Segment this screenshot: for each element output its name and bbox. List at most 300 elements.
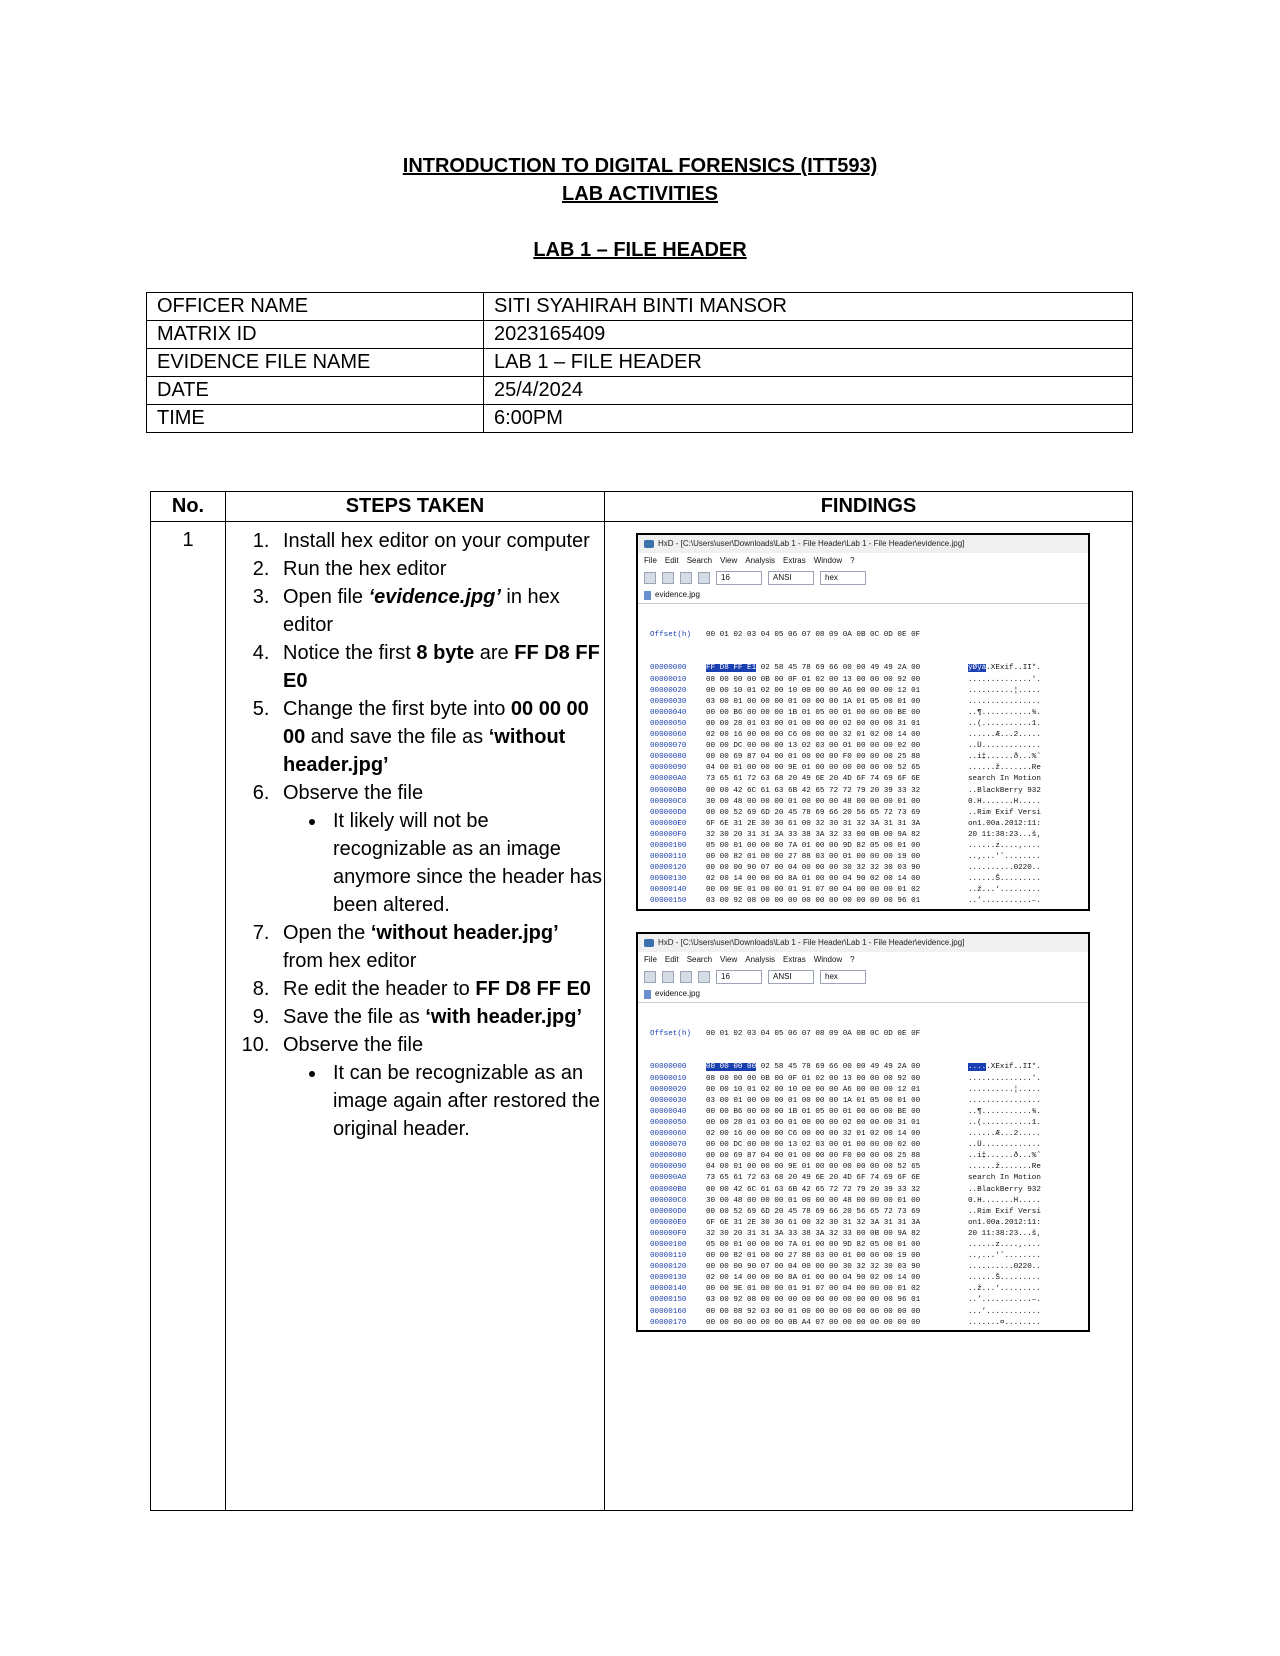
sub-item: • It can be recognizable as an image again after restored the original header. [327, 1059, 603, 1143]
hex-offset: 000000C0 [650, 797, 687, 806]
hex-ascii: ..‚...'ˆ........ [968, 1252, 1041, 1261]
hex-ascii: ......z....‚.... [968, 1240, 1041, 1249]
hex-ascii: ......Š......... [968, 1274, 1041, 1283]
hex-bytes[interactable]: 03 00 92 08 00 00 00 00 00 00 00 00 00 00 96 01 [706, 1296, 921, 1305]
hex-bytes[interactable]: 03 00 92 08 00 00 00 00 00 00 00 00 00 00 96 01 [706, 897, 921, 906]
hex-ascii: on1.00a.2012:11: [968, 1218, 1041, 1227]
hex-bytes[interactable]: 32 30 20 31 31 3A 33 38 3A 32 33 00 0B 00 9A 82 [706, 830, 921, 839]
hex-offset: 000000D0 [650, 1207, 687, 1216]
hex-ascii: ......ž.......Re [968, 764, 1041, 773]
hex-dump [638, 1003, 1088, 1332]
hex-ascii: 0.H.......H..... [968, 797, 1041, 806]
file-tab[interactable] [638, 986, 1088, 1003]
hex-row [650, 1318, 1088, 1329]
hex-bytes[interactable]: 00 00 DC 00 00 00 13 02 03 00 01 00 00 00 02 00 [706, 742, 921, 751]
step-item [275, 555, 603, 583]
info-label: DATE [147, 377, 484, 405]
hex-offset [650, 908, 706, 911]
hex-row [650, 1129, 1088, 1140]
hex-bytes[interactable]: 05 00 01 00 00 00 7A 01 00 00 9D 82 05 00 01 00 [706, 841, 921, 850]
hex-bytes[interactable]: 02 00 16 00 00 00 C6 00 00 00 32 01 02 00 14 00 [706, 1130, 921, 1139]
subtitle: LAB ACTIVITIES [562, 183, 718, 205]
hex-offset: 00000090 [650, 764, 687, 773]
hex-offset: 00000150 [650, 1296, 687, 1305]
hex-bytes[interactable]: 00 00 28 01 03 00 01 00 00 00 02 00 00 00 31 01 [706, 1118, 921, 1127]
menu-item-window[interactable]: Window [813, 556, 843, 565]
toolbar [638, 968, 1088, 986]
offset-header: Offset(h) [650, 631, 692, 640]
hex-row [650, 1307, 1088, 1318]
hex-offset: 00000130 [650, 1274, 687, 1283]
hex-row [650, 1284, 1088, 1295]
hex-row [650, 1218, 1088, 1229]
hex-offset: 000000A0 [650, 1174, 687, 1183]
hex-row [650, 686, 1088, 697]
course-title: INTRODUCTION TO DIGITAL FORENSICS (ITT593) [402, 155, 878, 177]
menu-item-view[interactable]: View [720, 955, 738, 964]
hex-ascii: ..........¦..... [968, 1085, 1041, 1094]
hex-bytes[interactable]: 03 00 01 00 00 00 01 00 00 00 1A 01 05 00 01 00 [706, 697, 921, 706]
hex-bytes[interactable]: 05 00 01 00 00 00 7A 01 00 00 9D 82 05 00 01 00 [706, 1240, 921, 1249]
hex-ascii: ..’...........–. [968, 897, 1041, 906]
step-item [275, 695, 603, 779]
hex-row [650, 819, 1088, 830]
hex-bytes[interactable] [706, 908, 968, 911]
header-bytes-highlight[interactable]: FF D8 FF E1 [706, 664, 757, 673]
hex-ascii: ..BlackBerry 932 [968, 786, 1041, 795]
hex-ascii: ...’............ [968, 1307, 1041, 1316]
step-item [275, 919, 603, 975]
hex-ascii: ..........0220.. [968, 864, 1041, 873]
file-icon [644, 990, 651, 999]
hex-ascii: ..Ü............. [968, 742, 1041, 751]
hex-ascii: ..............'. [968, 675, 1041, 684]
hex-bytes[interactable] [706, 1329, 968, 1332]
hex-ascii: ..(...........1. [968, 1118, 1041, 1127]
hex-bytes[interactable]: 02 00 16 00 00 00 C6 00 00 00 32 01 02 00 14 00 [706, 731, 921, 740]
charset-select[interactable]: ANSI [768, 970, 814, 984]
hex-offset [650, 1329, 706, 1332]
hex-bytes[interactable]: 00 00 00 00 02 58 45 78 69 66 00 00 49 49 2A 00 [706, 1063, 921, 1072]
step-text: from hex editor [283, 950, 417, 972]
info-row [147, 349, 1133, 377]
hex-offset: 00000030 [650, 697, 687, 706]
hex-offset: 00000030 [650, 1096, 687, 1105]
hex-dump [638, 604, 1088, 911]
step-text: Open the [283, 922, 371, 944]
hex-bytes[interactable]: 73 65 61 72 63 68 20 49 6E 20 4D 6F 74 69 6F 6E [706, 775, 921, 784]
hex-ascii [968, 1329, 1041, 1332]
hex-ascii: ..Ü............. [968, 1141, 1041, 1150]
hex-ascii: on1.00a.2012:11: [968, 819, 1041, 828]
sub-item: • It likely will not be recognizable as an image anymore since the header has been altered. [327, 807, 603, 919]
hex-row [650, 663, 1088, 674]
hex-ascii: 20 11:38:23...š‚ [968, 830, 1041, 839]
hex-bytes[interactable]: 30 00 48 00 00 00 01 00 00 00 48 00 00 00 01 00 [706, 797, 921, 806]
window-title: HxD - [C:\Users\user\Downloads\Lab 1 - File Header\Lab 1 - File Header\evidence.jpg] [658, 938, 965, 947]
info-label: MATRIX ID [147, 321, 484, 349]
hex-row [650, 808, 1088, 819]
mode-select[interactable]: hex [820, 970, 866, 984]
hex-rows [650, 1062, 1088, 1332]
hex-bytes[interactable]: 03 00 01 00 00 00 01 00 00 00 1A 01 05 00 01 00 [706, 1096, 921, 1105]
edit-icon[interactable] [698, 572, 710, 584]
table-header-row [151, 492, 1133, 522]
window-titlebar [638, 934, 1088, 952]
hex-bytes[interactable]: 00 00 42 6C 61 63 6B 42 65 72 72 79 20 39 33 32 [706, 786, 921, 795]
new-file-icon[interactable] [644, 572, 656, 584]
hex-offset: 00000010 [650, 675, 687, 684]
hex-offset: 00000120 [650, 864, 687, 873]
menu-item-analysis[interactable]: Analysis [745, 955, 776, 964]
hex-bytes[interactable]: 04 00 01 00 00 00 9E 01 00 00 00 00 00 00 52 65 [706, 764, 921, 773]
hex-ascii: search In Motion [968, 775, 1041, 784]
step-text: Install hex editor on your computer [283, 530, 590, 552]
hex-ascii [968, 908, 1041, 911]
hex-editor-screenshot-before [636, 533, 1090, 911]
hex-bytes[interactable]: 00 00 10 01 02 00 10 00 00 00 A6 00 00 00 12 01 [706, 686, 921, 695]
columns-select[interactable]: 16 [716, 970, 762, 984]
menu-item-view[interactable]: View [720, 556, 738, 565]
hex-row [650, 885, 1088, 896]
hex-column-header [650, 630, 1088, 641]
hex-ascii: .......¤........ [968, 1318, 1041, 1327]
lab-title: LAB 1 – FILE HEADER [533, 239, 747, 261]
hex-row [650, 874, 1088, 885]
hex-row [650, 830, 1088, 841]
hex-row [650, 1295, 1088, 1306]
hex-offset: 000000E0 [650, 819, 687, 828]
sub-list [283, 807, 603, 919]
info-value: 25/4/2024 [484, 377, 1133, 405]
info-label: EVIDENCE FILE NAME [147, 349, 484, 377]
hex-ascii: 20 11:38:23...š‚ [968, 1229, 1041, 1238]
steps-cell [226, 522, 605, 1511]
menu-item-[interactable]: ? [850, 955, 855, 964]
hex-offset: 00000080 [650, 753, 687, 762]
hex-offset: 000000E0 [650, 1218, 687, 1227]
hex-bytes[interactable]: 00 00 69 87 04 00 01 00 00 00 F0 00 00 00 25 88 [706, 1152, 921, 1161]
step-text: Observe the file [283, 1034, 424, 1056]
hex-row [650, 1140, 1088, 1151]
hex-offset: 00000000 [650, 664, 687, 673]
hex-offset: 00000040 [650, 708, 687, 717]
hex-ascii: ..¶...........¾. [968, 708, 1041, 717]
new-file-icon[interactable] [644, 971, 656, 983]
hex-offset: 00000110 [650, 853, 687, 862]
hex-row [650, 896, 1088, 907]
hex-ascii: ................ [968, 1096, 1041, 1105]
hex-offset: 00000090 [650, 1163, 687, 1172]
step-item [275, 779, 603, 919]
hex-row [650, 1329, 1088, 1332]
info-table [146, 292, 1133, 433]
menu-item-[interactable]: ? [850, 556, 855, 565]
step-text: in hex editor [283, 586, 560, 636]
window-titlebar [638, 535, 1088, 553]
toolbar [638, 569, 1088, 587]
header-ascii-highlight: ÿØÿá [968, 664, 987, 673]
hex-bytes[interactable]: 6F 6E 31 2E 30 30 61 00 32 30 31 32 3A 31 31 3A [706, 819, 921, 828]
hex-ascii: ..i‡......ð...%ˆ [968, 1152, 1041, 1161]
hex-row [650, 719, 1088, 730]
hex-offset: 00000060 [650, 1130, 687, 1139]
hex-row [650, 1162, 1088, 1173]
hex-row [650, 841, 1088, 852]
step-text: Save the file as [283, 1006, 426, 1028]
hex-row [650, 1173, 1088, 1184]
hex-ascii: ................ [968, 697, 1041, 706]
hex-bytes[interactable]: 00 00 DC 00 00 00 13 02 03 00 01 00 00 00 02 00 [706, 1141, 921, 1150]
file-tab[interactable] [638, 587, 1088, 604]
hex-bytes[interactable]: 00 00 52 69 6D 20 45 78 69 66 20 56 65 72 73 69 [706, 808, 921, 817]
hex-offset: 00000100 [650, 1240, 687, 1249]
hex-bytes[interactable]: 00 00 B6 00 00 00 1B 01 05 00 01 00 00 00 BE 00 [706, 1107, 921, 1116]
emphasis: ‘with header.jpg’ [425, 1006, 583, 1028]
hex-offset: 00000130 [650, 875, 687, 884]
emphasis: 8 byte [416, 642, 475, 664]
menu-item-file[interactable]: File [644, 955, 657, 964]
step-item [275, 1003, 603, 1031]
hex-bytes[interactable]: 00 00 52 69 6D 20 45 78 69 66 20 56 65 72 73 69 [706, 1207, 921, 1216]
menu-item-extras[interactable]: Extras [783, 556, 806, 565]
hex-ascii: ..i‡......ð...%ˆ [968, 753, 1041, 762]
columns-select[interactable]: 16 [716, 571, 762, 585]
hex-ascii: ..ž...‘......... [968, 886, 1041, 895]
charset-select[interactable]: ANSI [768, 571, 814, 585]
hex-offset: 00000020 [650, 1085, 687, 1094]
hex-offset: 000000B0 [650, 786, 687, 795]
edit-icon[interactable] [698, 971, 710, 983]
info-value: LAB 1 – FILE HEADER [484, 349, 1133, 377]
hex-row [650, 1207, 1088, 1218]
step-text: Change the first byte into [283, 698, 511, 720]
hex-offset: 00000040 [650, 1107, 687, 1116]
tab-label: evidence.jpg [655, 590, 700, 599]
hex-ascii: ..............'. [968, 1074, 1041, 1083]
hex-row [650, 741, 1088, 752]
hex-bytes[interactable]: 00 00 08 92 03 00 01 00 00 00 00 00 00 00 00 00 [706, 1307, 921, 1316]
hex-bytes[interactable]: 30 00 48 00 00 00 01 00 00 00 48 00 00 00 01 00 [706, 1196, 921, 1205]
hex-ascii: ..........¦..... [968, 686, 1041, 695]
hex-row [650, 1118, 1088, 1129]
emphasis: ‘without header.jpg’ [283, 726, 566, 776]
step-text: Observe the file [283, 782, 424, 804]
hex-editor-screenshot-after [636, 932, 1090, 1332]
hex-ascii: ..Rim Exif Versi [968, 808, 1041, 817]
hex-row [650, 1151, 1088, 1162]
hex-offset: 000000F0 [650, 1229, 687, 1238]
hex-bytes[interactable]: 00 00 9E 01 00 00 01 91 07 00 04 00 00 00 01 02 [706, 1285, 921, 1294]
menu-item-edit[interactable]: Edit [664, 556, 679, 565]
hex-bytes[interactable]: 32 30 20 31 31 3A 33 38 3A 32 33 00 0B 00 9A 82 [706, 1229, 921, 1238]
hex-ascii: ......z....‚.... [968, 841, 1041, 850]
hex-bytes[interactable]: 6F 6E 31 2E 30 30 61 00 32 30 31 32 3A 31 31 3A [706, 1218, 921, 1227]
hex-ascii: ......Æ...2..... [968, 1130, 1041, 1139]
hex-row [650, 1062, 1088, 1073]
hex-offset: 00000020 [650, 686, 687, 695]
hex-row [650, 774, 1088, 785]
hex-bytes[interactable]: FF D8 FF E1 02 58 45 78 69 66 00 00 49 49 2A 00 [706, 664, 921, 673]
hex-offset: 000000B0 [650, 1185, 687, 1194]
hex-offset: 00000110 [650, 1252, 687, 1261]
hex-bytes[interactable]: 00 00 9E 01 00 00 01 91 07 00 04 00 00 00 01 02 [706, 886, 921, 895]
info-value: 2023165409 [484, 321, 1133, 349]
hex-bytes[interactable]: 73 65 61 72 63 68 20 49 6E 20 4D 6F 74 69 6F 6E [706, 1174, 921, 1183]
tab-label: evidence.jpg [655, 989, 700, 998]
emphasis: FF D8 FF E0 [475, 978, 591, 1000]
open-folder-icon[interactable] [662, 572, 674, 584]
step-text: Run the hex editor [283, 558, 447, 580]
hex-row [650, 675, 1088, 686]
hex-bytes[interactable]: 00 00 82 01 00 00 27 88 03 00 01 00 00 00 19 00 [706, 1252, 921, 1261]
step-item [275, 1031, 603, 1143]
menu-item-extras[interactable]: Extras [783, 955, 806, 964]
hex-bytes[interactable]: 00 00 00 00 00 00 0B A4 07 00 00 00 00 00 00 00 [706, 1318, 921, 1327]
hex-offset: 00000150 [650, 897, 687, 906]
hex-row [650, 730, 1088, 741]
hex-row [650, 1096, 1088, 1107]
file-icon [644, 591, 651, 600]
step-text: Re edit the header to [283, 978, 476, 1000]
hex-bytes[interactable]: 00 00 42 6C 61 63 6B 42 65 72 72 79 20 39 33 32 [706, 1185, 921, 1194]
row-number: 1 [151, 522, 226, 1511]
window-title: HxD - [C:\Users\user\Downloads\Lab 1 - File Header\Lab 1 - File Header\evidence.jpg] [658, 539, 965, 548]
info-label: TIME [147, 405, 484, 433]
col-findings-header: FINDINGS [605, 492, 1133, 522]
hex-ascii: ......Š......... [968, 875, 1041, 884]
menu-item-edit[interactable]: Edit [664, 955, 679, 964]
file-name: ‘evidence.jpg’ [368, 586, 501, 608]
hex-row [650, 1251, 1088, 1262]
hex-ascii: ÿØÿá.XExif..II*. [968, 664, 1041, 673]
hex-offset: 000000C0 [650, 1196, 687, 1205]
info-label: OFFICER NAME [147, 293, 484, 321]
hex-ascii: ..BlackBerry 932 [968, 1185, 1041, 1194]
hex-bytes[interactable]: 00 00 10 01 02 00 10 00 00 00 A6 00 00 00 12 01 [706, 1085, 921, 1094]
hex-bytes[interactable]: 00 00 82 01 00 00 27 88 03 00 01 00 00 00 19 00 [706, 853, 921, 862]
hex-ascii: ..¶...........¾. [968, 1107, 1041, 1116]
hex-bytes[interactable]: 00 00 00 90 07 00 04 00 00 00 30 32 32 30 03 90 [706, 864, 921, 873]
hex-offset: 00000160 [650, 1307, 687, 1316]
hex-bytes[interactable]: 04 00 01 00 00 00 9E 01 00 00 00 00 00 00 52 65 [706, 1163, 921, 1172]
step-item [275, 639, 603, 695]
sub-list [283, 1059, 603, 1143]
header-bytes-highlight[interactable]: 00 00 00 00 [706, 1063, 757, 1072]
hex-bytes[interactable]: 00 00 B6 00 00 00 1B 01 05 00 01 00 00 00 BE 00 [706, 708, 921, 717]
col-no-header: No. [151, 492, 226, 522]
hex-row [650, 1240, 1088, 1251]
hex-row [650, 1074, 1088, 1085]
hex-bytes[interactable]: 08 00 00 00 0B 00 0F 01 02 00 13 00 00 00 92 00 [706, 675, 921, 684]
hex-bytes[interactable]: 00 00 69 87 04 00 01 00 00 00 F0 00 00 00 25 88 [706, 753, 921, 762]
hxd-app-icon [644, 540, 654, 548]
hex-offset: 00000080 [650, 1152, 687, 1161]
hex-ascii: ..’...........–. [968, 1296, 1041, 1305]
hex-offset: 00000010 [650, 1074, 687, 1083]
hex-rows [650, 663, 1088, 911]
menu-item-search[interactable]: Search [686, 556, 713, 565]
hxd-app-icon [644, 939, 654, 947]
hex-ascii: ..ž...‘......... [968, 1285, 1041, 1294]
info-row [147, 293, 1133, 321]
hex-row [650, 786, 1088, 797]
hex-bytes[interactable]: 08 00 00 00 0B 00 0F 01 02 00 13 00 00 00 92 00 [706, 1074, 921, 1083]
step-item [275, 527, 603, 555]
menu-bar [638, 952, 1088, 968]
info-row [147, 321, 1133, 349]
menu-item-window[interactable]: Window [813, 955, 843, 964]
info-value: 6:00PM [484, 405, 1133, 433]
hex-column-header [650, 1029, 1088, 1040]
hex-row [650, 763, 1088, 774]
hex-ascii: ......ž.......Re [968, 1163, 1041, 1172]
hex-offset: 00000100 [650, 841, 687, 850]
hex-offset: 00000000 [650, 1063, 687, 1072]
hex-row [650, 852, 1088, 863]
hex-offset: 000000A0 [650, 775, 687, 784]
hex-ascii: 0.H.......H..... [968, 1196, 1041, 1205]
hex-offset: 00000070 [650, 742, 687, 751]
byte-columns: 00 01 02 03 04 05 06 07 08 09 0A 0B 0C 0D 0E 0F [706, 1030, 921, 1039]
info-row [147, 405, 1133, 433]
info-value: SITI SYAHIRAH BINTI MANSOR [484, 293, 1133, 321]
emphasis: ‘without header.jpg’ [370, 922, 559, 944]
save-icon[interactable] [680, 572, 692, 584]
hex-row [650, 752, 1088, 763]
hex-offset: 000000D0 [650, 808, 687, 817]
hex-bytes[interactable]: 00 00 28 01 03 00 01 00 00 00 02 00 00 00 31 01 [706, 719, 921, 728]
hex-row [650, 797, 1088, 808]
save-icon[interactable] [680, 971, 692, 983]
menu-item-analysis[interactable]: Analysis [745, 556, 776, 565]
hex-ascii: ......Æ...2..... [968, 731, 1041, 740]
hex-row [650, 863, 1088, 874]
offset-header: Offset(h) [650, 1030, 692, 1039]
hex-ascii: ..(...........1. [968, 719, 1041, 728]
info-row [147, 377, 1133, 405]
hex-offset: 00000060 [650, 731, 687, 740]
step-item [275, 583, 603, 639]
open-folder-icon[interactable] [662, 971, 674, 983]
menu-item-file[interactable]: File [644, 556, 657, 565]
hex-ascii: ..‚...'ˆ........ [968, 853, 1041, 862]
emphasis: FF D8 FF E0 [283, 642, 600, 692]
hex-row [650, 1185, 1088, 1196]
hex-row [650, 1196, 1088, 1207]
hex-ascii: search In Motion [968, 1174, 1041, 1183]
hex-offset: 00000050 [650, 1118, 687, 1127]
menu-bar [638, 553, 1088, 569]
hex-row [650, 697, 1088, 708]
hex-bytes[interactable]: 02 00 14 00 00 00 8A 01 00 00 04 90 02 00 14 00 [706, 875, 921, 884]
hex-bytes[interactable]: 02 00 14 00 00 00 8A 01 00 00 04 90 02 00 14 00 [706, 1274, 921, 1283]
hex-offset: 00000050 [650, 719, 687, 728]
hex-offset: 00000120 [650, 1263, 687, 1272]
step-item [275, 975, 603, 1003]
hex-row [650, 1262, 1088, 1273]
step-text: and save the file as [305, 726, 489, 748]
mode-select[interactable]: hex [820, 571, 866, 585]
menu-item-search[interactable]: Search [686, 955, 713, 964]
hex-offset: 00000070 [650, 1141, 687, 1150]
step-text: Notice the first [283, 642, 417, 664]
hex-row [650, 1107, 1088, 1118]
hex-row [650, 908, 1088, 911]
hex-bytes[interactable]: 00 00 00 90 07 00 04 00 00 00 30 32 32 30 03 90 [706, 1263, 921, 1272]
step-text: are [474, 642, 515, 664]
header-ascii-highlight: .... [968, 1063, 987, 1072]
